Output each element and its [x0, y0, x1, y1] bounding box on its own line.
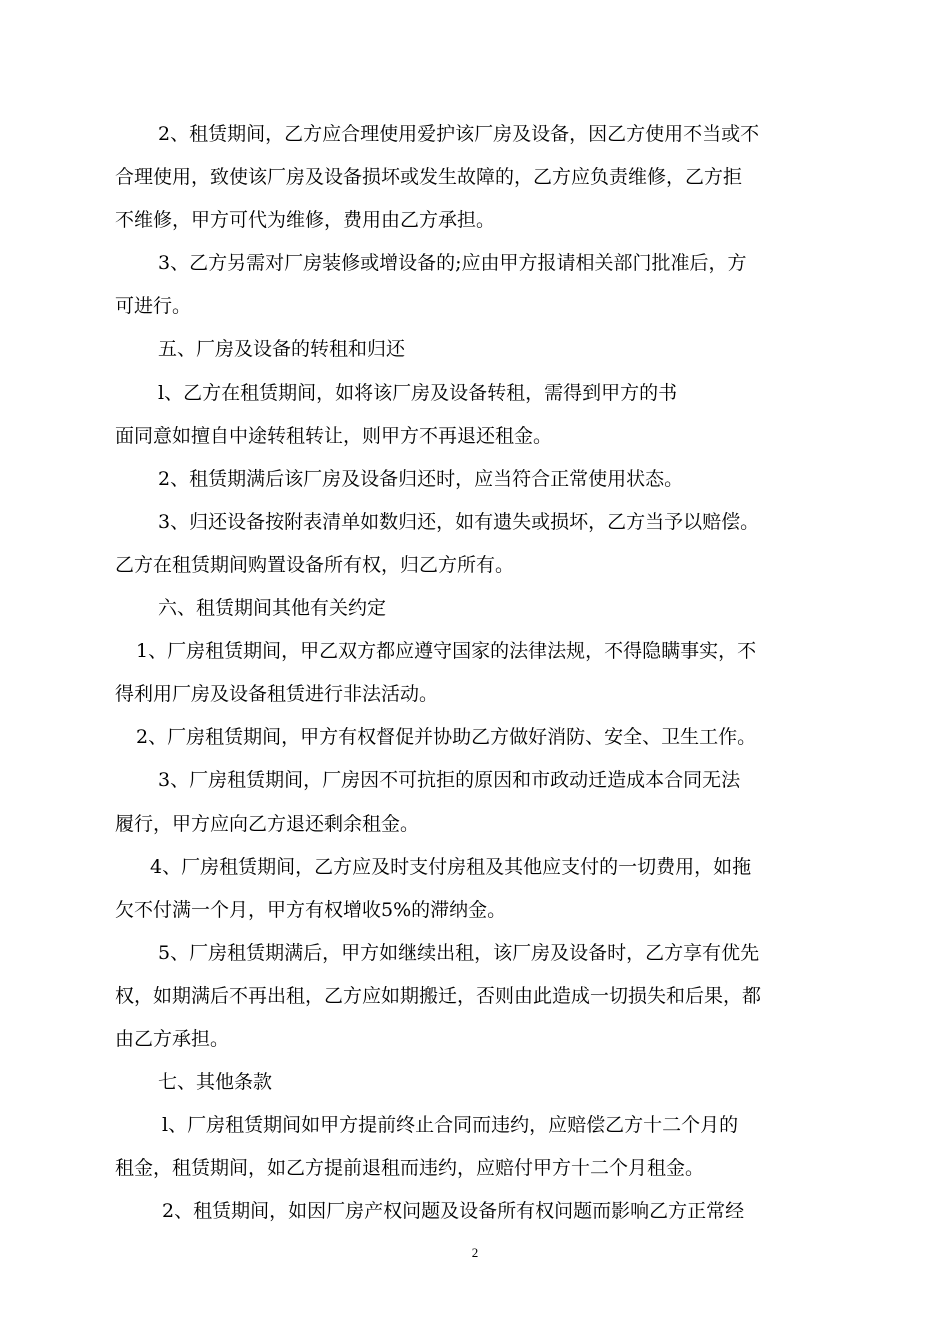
- text-line: 面同意如擅自中途转租转让，则甲方不再退还租金。: [115, 424, 553, 447]
- text-line: 4、厂房租赁期间，乙方应及时支付房租及其他应支付的一切费用，如拖: [150, 855, 752, 878]
- text-line: 乙方在租赁期间购置设备所有权，归乙方所有。: [115, 553, 515, 576]
- text-line: 5、厂房租赁期满后，甲方如继续出租，该厂房及设备时，乙方享有优先: [158, 941, 760, 964]
- text-line: l、厂房租赁期间如甲方提前终止合同而违约，应赔偿乙方十二个月的: [162, 1114, 739, 1137]
- text-line: 3、乙方另需对厂房装修或增设备的;应由甲方报请相关部门批准后，方: [158, 252, 747, 275]
- section-heading-5: [115, 328, 845, 371]
- clause-4-2: [115, 113, 845, 242]
- text-line: 3、归还设备按附表清单如数归还，如有遗失或损坏，乙方当予以赔偿。: [158, 510, 760, 533]
- text-line: 五、厂房及设备的转租和归还: [158, 338, 406, 361]
- clause-6-5: [115, 932, 845, 1061]
- text-line: l、乙方在租赁期间，如将该厂房及设备转租，需得到甲方的书: [158, 381, 678, 404]
- clause-6-1: [115, 630, 845, 716]
- text-line: 七、其他条款: [158, 1071, 273, 1094]
- page-number: 2: [471, 1245, 479, 1260]
- text-line: 2、租赁期间，如因厂房产权问题及设备所有权问题而影响乙方正常经: [162, 1200, 745, 1223]
- clause-5-2: [115, 458, 845, 501]
- text-line: 租金，租赁期间，如乙方提前退租而违约，应赔付甲方十二个月租金。: [115, 1157, 705, 1180]
- text-line: 权，如期满后不再出租，乙方应如期搬迁，否则由此造成一切损失和后果，都: [115, 984, 762, 1007]
- text-line: 履行，甲方应向乙方退还剩余租金。: [115, 812, 420, 835]
- text-line: 2、厂房租赁期间，甲方有权督促并协助乙方做好消防、安全、卫生工作。: [136, 726, 757, 749]
- clause-6-2: [115, 716, 845, 759]
- clause-6-4: [115, 846, 845, 932]
- text-line: 可进行。: [115, 295, 192, 318]
- section-heading-7: [115, 1061, 845, 1104]
- clause-6-3: [115, 759, 845, 845]
- text-line: 不维修，甲方可代为维修，费用由乙方承担。: [115, 209, 496, 232]
- text-line: 欠不付满一个月，甲方有权增收5%的滞纳金。: [115, 898, 507, 921]
- clause-7-1: [115, 1104, 845, 1190]
- document-body: [115, 113, 845, 1233]
- section-heading-6: [115, 587, 845, 630]
- clause-5-3: [115, 501, 845, 587]
- text-line: 3、厂房租赁期间，厂房因不可抗拒的原因和市政动迁造成本合同无法: [158, 769, 741, 792]
- text-line: 得利用厂房及设备租赁进行非法活动。: [115, 683, 439, 706]
- text-line: 六、租赁期间其他有关约定: [158, 597, 387, 620]
- text-line: 2、租赁期满后该厂房及设备归还时，应当符合正常使用状态。: [158, 467, 684, 490]
- text-line: 2、租赁期间，乙方应合理使用爱护该厂房及设备，因乙方使用不当或不: [158, 123, 760, 145]
- clause-7-2: [115, 1190, 845, 1233]
- clause-4-3: [115, 242, 845, 328]
- text-line: 1、厂房租赁期间，甲乙双方都应遵守国家的法律法规，不得隐瞒事实，不: [136, 640, 757, 663]
- clause-5-1: [115, 372, 845, 458]
- text-line: 由乙方承担。: [115, 1027, 230, 1050]
- text-line: 合理使用，致使该厂房及设备损坏或发生故障的，乙方应负责维修，乙方拒: [115, 166, 743, 189]
